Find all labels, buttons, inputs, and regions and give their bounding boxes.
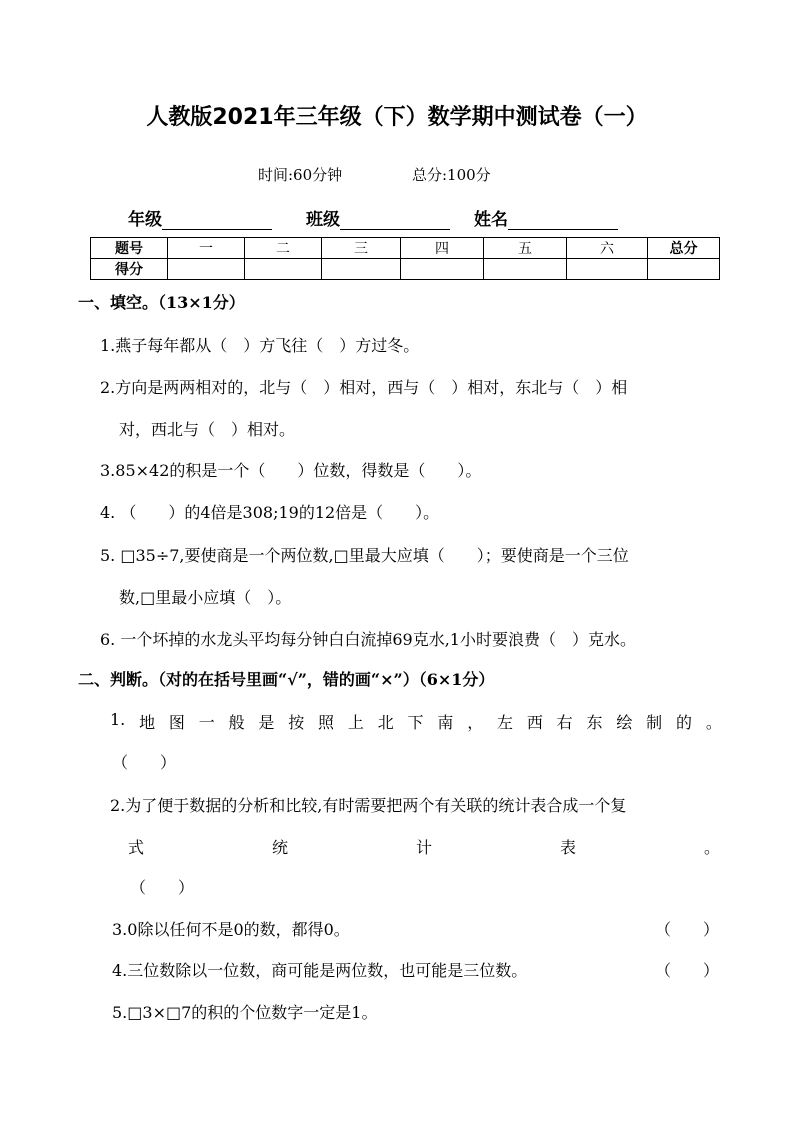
question-char: 右 [556, 713, 573, 732]
question-char: 是 [258, 713, 275, 732]
score-cell[interactable] [484, 259, 567, 280]
name-field [474, 205, 618, 230]
question-text: 2.为了便于数据的分析和比较,有时需要把两个有关联的统计表合成一个复 [110, 796, 627, 815]
question-char: 1. [110, 710, 126, 729]
score-header-cell: 六 [567, 238, 648, 259]
score-cell[interactable] [322, 259, 401, 280]
score-cell[interactable] [648, 259, 720, 280]
score-table [90, 237, 720, 280]
question-char: 统 [271, 838, 288, 857]
question-char: 计 [415, 838, 432, 857]
answer-parentheses[interactable]: （ ） [130, 878, 195, 897]
class-field [306, 205, 450, 230]
question-char: 制 [646, 713, 663, 732]
question-char: 绘 [616, 713, 633, 732]
score-cell[interactable] [567, 259, 648, 280]
grade-field [128, 205, 272, 230]
question-char: 左 [497, 713, 514, 732]
question-text: 数,□里最小应填（ ）。 [119, 588, 292, 607]
score-cell[interactable] [401, 259, 484, 280]
question-text: 3.85×42的积是一个（ ）位数，得数是（ ）。 [100, 461, 482, 480]
question-text: 1.燕子每年都从（ ）方飞往（ ）方过冬。 [100, 336, 420, 355]
name-blank[interactable] [508, 211, 618, 230]
question-char: 的 [675, 713, 692, 732]
question-char: 照 [318, 713, 335, 732]
question-char: 按 [288, 713, 305, 732]
answer-parentheses[interactable]: （ ） [655, 920, 720, 939]
question-char: 北 [377, 713, 394, 732]
score-header-cell: 五 [484, 238, 567, 259]
question-text: 4.三位数除以一位数，商可能是两位数，也可能是三位数。 [112, 961, 528, 980]
question-text: 6. 一个坏掉的水龙头平均每分钟白白流掉69克水,1小时要浪费（ ）克水。 [100, 630, 636, 649]
question-text: 对，西北与（ ）相对。 [119, 420, 296, 439]
question-char: 下 [407, 713, 424, 732]
question-char: 般 [228, 713, 245, 732]
question-char: 南 [437, 713, 454, 732]
grade-label: 年级 [128, 210, 162, 230]
question-char: 上 [347, 713, 364, 732]
question-char: 西 [526, 713, 543, 732]
question-char: 。 [705, 713, 722, 732]
score-table-header-row [91, 238, 720, 259]
score-cell[interactable] [245, 259, 322, 280]
grade-blank[interactable] [162, 211, 272, 230]
score-header-cell: 一 [168, 238, 245, 259]
page-title: 人教版2021年三年级（下）数学期中测试卷（一） [146, 105, 648, 130]
question-text: 5.□3×□7的积的个位数字一定是1。 [112, 1003, 378, 1022]
class-label: 班级 [306, 210, 340, 230]
question-char: ， [467, 713, 484, 732]
score-row-label: 得分 [91, 259, 168, 280]
judge-question-1 [110, 710, 722, 733]
section-1-title: 一、填空。（13×1分） [78, 293, 245, 312]
exam-total-score: 总分:100分 [412, 166, 491, 184]
score-header-cell: 四 [401, 238, 484, 259]
question-text: 2.方向是两两相对的，北与（ ）相对，西与（ ）相对，东北与（ ）相 [100, 378, 628, 397]
question-char: 一 [198, 713, 215, 732]
question-text: 4. （ ）的4倍是308;19的12倍是（ ）。 [100, 503, 440, 522]
judge-question-2-line2 [128, 835, 720, 858]
exam-time: 时间:60分钟 [258, 166, 343, 184]
question-text: 3.0除以任何不是0的数，都得0。 [112, 920, 350, 939]
name-label: 姓名 [474, 210, 508, 230]
score-header-cell: 题号 [91, 238, 168, 259]
answer-parentheses[interactable]: （ ） [112, 753, 177, 772]
answer-parentheses[interactable]: （ ） [655, 961, 720, 980]
question-char: 式 [128, 838, 145, 857]
question-char: 地 [139, 713, 156, 732]
score-header-cell: 总分 [648, 238, 720, 259]
section-2-title: 二、判断。（对的在括号里画“√”，错的画“×”）（6×1分） [78, 670, 495, 689]
score-header-cell: 三 [322, 238, 401, 259]
score-cell[interactable] [168, 259, 245, 280]
question-text: 5. □35÷7,要使商是一个两位数,□里最大应填（ ）；要使商是一个三位 [100, 546, 629, 565]
score-table-score-row [91, 259, 720, 280]
question-char: 表 [559, 838, 576, 857]
class-blank[interactable] [340, 211, 450, 230]
question-char: 图 [168, 713, 185, 732]
score-header-cell: 二 [245, 238, 322, 259]
question-char: 东 [586, 713, 603, 732]
question-char: 。 [703, 838, 720, 857]
